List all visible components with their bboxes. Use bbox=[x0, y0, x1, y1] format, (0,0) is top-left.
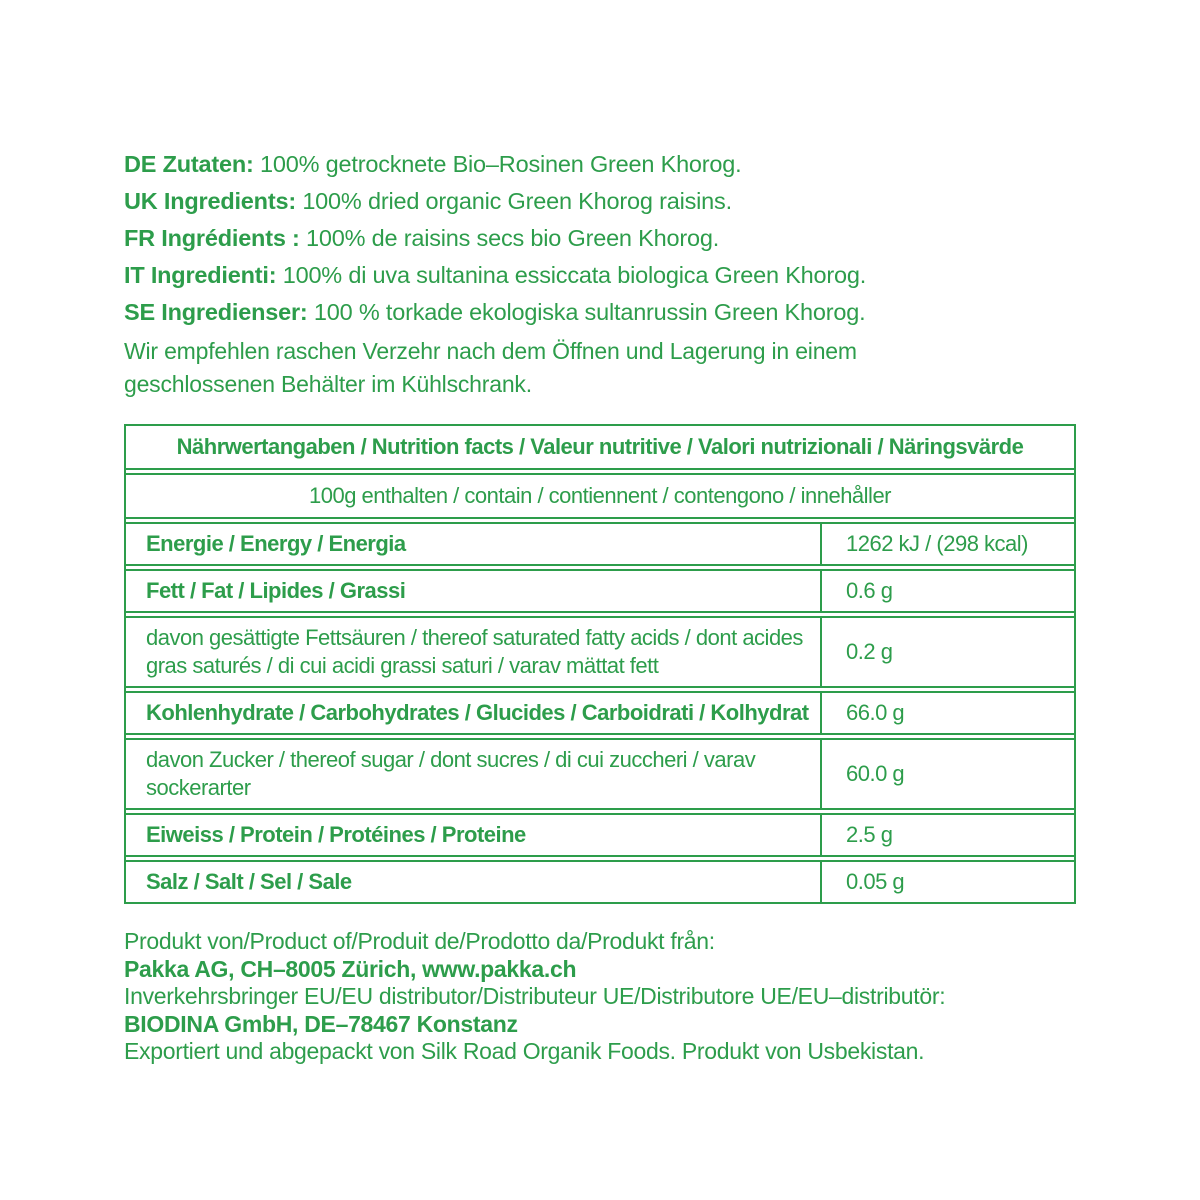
footer-line-product-of: Produkt von/Product of/Produit de/Prodotto da/Produkt från: bbox=[124, 928, 715, 954]
nutrition-table bbox=[124, 424, 1076, 904]
ingredient-lang-uk: UK Ingredients: bbox=[124, 188, 296, 214]
nutrition-row-saturated-fat bbox=[126, 616, 1074, 688]
footer-line-distributor: BIODINA GmbH, DE–78467 Konstanz bbox=[124, 1010, 518, 1037]
ingredient-line-se bbox=[124, 294, 1076, 331]
sugar-label: davon Zucker / thereof sugar / dont sucres / di cui zuccheri / varav sockerarter bbox=[146, 747, 756, 800]
ingredient-text-se: 100 % torkade ekologiska sultanrussin Green Khorog. bbox=[313, 299, 866, 325]
ingredient-line-fr bbox=[124, 220, 1076, 257]
storage-note: Wir empfehlen raschen Verzehr nach dem Öffnen und Lagerung in einem geschlossenen Behälter im Kühlschrank. bbox=[124, 338, 857, 397]
ingredient-lang-fr: FR Ingrédients : bbox=[124, 225, 300, 251]
footer-section bbox=[124, 928, 1076, 1066]
ingredient-text-fr: 100% de raisins secs bio Green Khorog. bbox=[306, 225, 720, 251]
nutrition-row-protein bbox=[126, 813, 1074, 857]
protein-label: Eiweiss / Protein / Protéines / Proteine bbox=[146, 822, 526, 847]
saturated-fat-label: davon gesättigte Fettsäuren / thereof saturated fatty acids / dont acides gras saturés / di cui acidi grassi saturi / varav mättat fett bbox=[146, 625, 803, 678]
ingredient-line-it bbox=[124, 257, 1076, 294]
nutrition-row-sugar bbox=[126, 738, 1074, 810]
energy-label: Energie / Energy / Energia bbox=[146, 531, 406, 556]
nutrition-row-energy bbox=[126, 522, 1074, 566]
nutrition-title-row bbox=[126, 424, 1074, 470]
ingredient-lang-it: IT Ingredienti: bbox=[124, 262, 277, 288]
salt-label: Salz / Salt / Sel / Sale bbox=[146, 869, 352, 894]
ingredient-text-it: 100% di uva sultanina essiccata biologica Green Khorog. bbox=[282, 262, 867, 288]
nutrition-row-carbohydrates bbox=[126, 691, 1074, 735]
ingredient-lang-de: DE Zutaten: bbox=[124, 151, 254, 177]
ingredient-lang-se: SE Ingredienser: bbox=[124, 299, 308, 325]
nutrition-per-100g: 100g enthalten / contain / contiennent / contengono / innehåller bbox=[308, 483, 892, 508]
ingredient-text-de: 100% getrocknete Bio–Rosinen Green Khorog. bbox=[260, 151, 742, 177]
footer-line-producer: Pakka AG, CH–8005 Zürich, www.pakka.ch bbox=[124, 955, 577, 982]
ingredients-section bbox=[124, 146, 1076, 331]
sugar-value: 60.0 g bbox=[820, 740, 1074, 808]
ingredient-line-de bbox=[124, 146, 1076, 183]
nutrition-row-fat bbox=[126, 569, 1074, 613]
fat-value: 0.6 g bbox=[820, 571, 1074, 611]
fat-label: Fett / Fat / Lipides / Grassi bbox=[146, 578, 406, 603]
carbohydrates-label: Kohlenhydrate / Carbohydrates / Glucides / Carboidrati / Kolhydrat bbox=[146, 700, 809, 725]
footer-line-export-note: Exportiert und abgepackt von Silk Road Organik Foods. Produkt von Usbekistan. bbox=[124, 1038, 925, 1065]
ingredient-text-uk: 100% dried organic Green Khorog raisins. bbox=[302, 188, 732, 214]
saturated-fat-value: 0.2 g bbox=[820, 618, 1074, 686]
nutrition-row-salt bbox=[126, 860, 1074, 904]
footer-line-distributor-intro: Inverkehrsbringer EU/EU distributor/Distributeur UE/Distributore UE/EU–distributör: bbox=[124, 983, 946, 1010]
energy-value: 1262 kJ / (298 kcal) bbox=[820, 524, 1074, 564]
nutrition-subheader-row bbox=[126, 473, 1074, 519]
salt-value: 0.05 g bbox=[820, 862, 1074, 902]
nutrition-table-title: Nährwertangaben / Nutrition facts / Valeur nutritive / Valori nutrizionali / Näringsvärde bbox=[176, 434, 1024, 459]
ingredient-line-uk bbox=[124, 183, 1076, 220]
protein-value: 2.5 g bbox=[820, 815, 1074, 855]
carbohydrates-value: 66.0 g bbox=[820, 693, 1074, 733]
